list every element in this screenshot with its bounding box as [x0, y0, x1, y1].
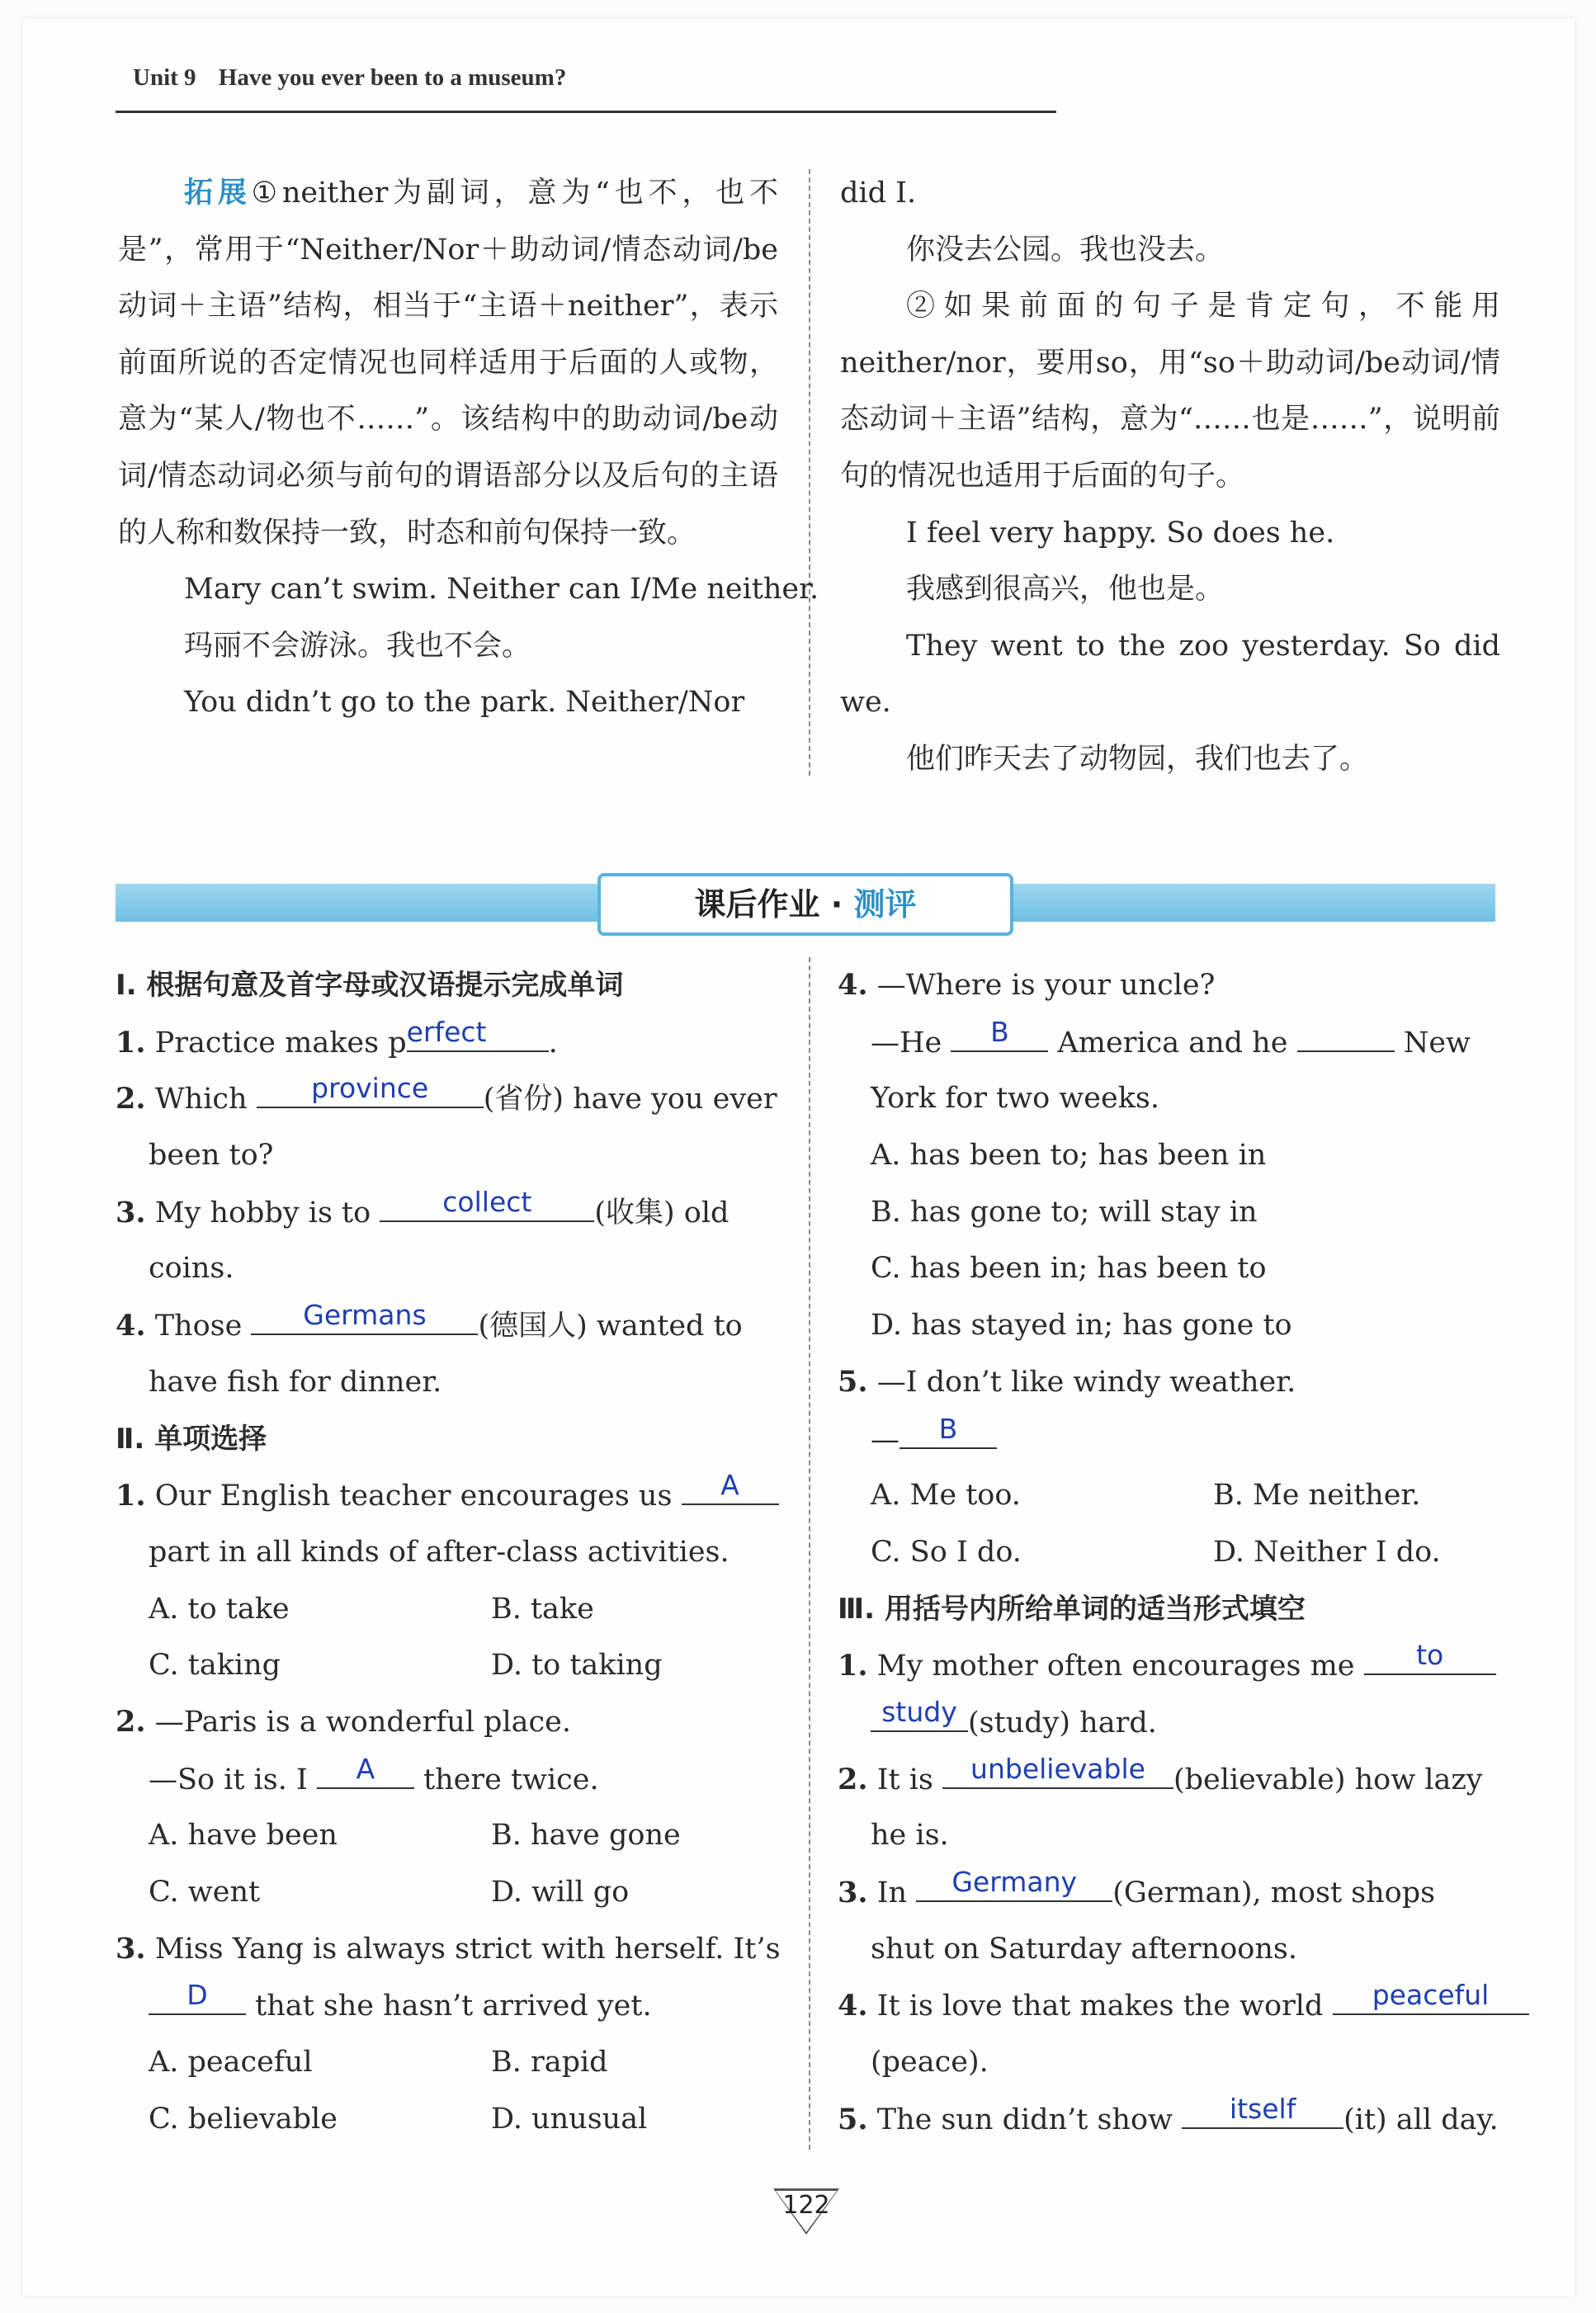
- option-c[interactable]: C. believable: [149, 2102, 338, 2136]
- s2-q5: [838, 1354, 1498, 1411]
- s2-q4-cont: York for two weeks.: [871, 1082, 1159, 1116]
- question-text: —I don’t like windy weather.: [876, 1365, 1296, 1399]
- answer-blank[interactable]: [317, 1751, 414, 1789]
- s2-q1: [116, 1467, 776, 1524]
- handwritten-answer: B: [938, 1412, 958, 1445]
- example-3-zh: 我感到很高兴，他也是。: [906, 573, 1225, 607]
- question-text: —So it is. I: [149, 1763, 308, 1796]
- s2-q4-option-c[interactable]: C. has been in; has been to: [871, 1252, 1267, 1286]
- s3-q3: [838, 1864, 1498, 1921]
- s2-q3: [116, 1921, 781, 1978]
- question-text: It is love that makes the world: [876, 1990, 1324, 2023]
- s3-q1: [838, 1637, 1498, 1694]
- question-text: there twice.: [423, 1763, 599, 1796]
- question-text: —: [871, 1423, 900, 1456]
- s1-q1: [116, 1014, 776, 1071]
- answer-blank[interactable]: [942, 1751, 1173, 1789]
- question-text: My hobby is to: [154, 1196, 371, 1230]
- option-d[interactable]: D. Neither I do.: [1213, 1535, 1441, 1569]
- s2-q1-options-ab: [116, 1581, 776, 1638]
- example-2-en-part2: did I.: [840, 177, 917, 210]
- s3-q2: [838, 1751, 1498, 1808]
- s1-q3: [116, 1184, 776, 1241]
- question-text: The sun didn’t show: [876, 2103, 1173, 2136]
- question-text: —He: [871, 1026, 942, 1060]
- handwritten-answer: A: [720, 1469, 739, 1502]
- question-text: Miss Yang is always strict with herself. It’s: [154, 1932, 781, 1966]
- s2-q1-cont: part in all kinds of after-class activities.: [149, 1535, 730, 1569]
- answer-blank[interactable]: [682, 1467, 779, 1505]
- header-rule: [116, 111, 1056, 113]
- s2-q5-options-cd: [838, 1524, 1498, 1581]
- s1-q4-cont: have fish for dinner.: [149, 1365, 442, 1399]
- question-number: 4.: [116, 1309, 146, 1343]
- handwritten-answer: erfect: [406, 1015, 487, 1048]
- answer-blank-empty[interactable]: [1297, 1014, 1395, 1052]
- s1-q2: [116, 1070, 776, 1127]
- handwritten-answer: peaceful: [1372, 1979, 1490, 2012]
- example-1-zh: 玛丽不会游泳。我也不会。: [184, 629, 531, 663]
- s2-q1-options-cd: [116, 1637, 776, 1694]
- s3-q4: [838, 1977, 1498, 2034]
- question-text: Which: [154, 1083, 248, 1116]
- question-text: (省份) have you ever: [483, 1083, 777, 1116]
- section-2-title: Ⅱ. 单项选择: [116, 1422, 267, 1456]
- banner-title-text: 课后作业: [694, 886, 820, 923]
- option-a[interactable]: A. Me too.: [871, 1479, 1021, 1513]
- handwritten-answer: Germany: [951, 1866, 1078, 1898]
- question-text: —Paris is a wonderful place.: [154, 1705, 571, 1739]
- question-text: (study) hard.: [968, 1706, 1157, 1739]
- answer-blank[interactable]: [1182, 2091, 1343, 2129]
- answer-blank[interactable]: [900, 1411, 997, 1449]
- question-text: America and he: [1057, 1026, 1288, 1060]
- s3-q5: [838, 2091, 1498, 2148]
- question-text: Practice makes p: [154, 1026, 407, 1060]
- option-d[interactable]: D. to taking: [491, 1649, 663, 1683]
- question-text: New: [1403, 1026, 1471, 1060]
- rule-2-paragraph: ②如果前面的句子是肯定句，不能用neither/nor，要用so，用“so＋助动词/be动词/情态动词＋主语”结构，意为“……也是……”，说明前句的情况也适用于后面的句子。: [840, 290, 1500, 493]
- answer-blank[interactable]: [380, 1184, 594, 1222]
- s3-q1-line2: [838, 1694, 1498, 1751]
- extension-text: ①neither为副词，意为“也不，也不是”，常用于“Neither/Nor＋助动词/情态动词/be动词＋主语”结构，相当于“主语＋neither”，表示前面所说的否定情况也同样适用于后面的人或物，意为“某人/物也不……”。该结构中的助动词/be动词/情态动词必须与前句的谓语部分以及后句的主语的人称和数保持一致，时态和前句保持一致。: [118, 177, 778, 550]
- handwritten-answer: collect: [442, 1185, 532, 1218]
- answer-blank[interactable]: [407, 1014, 549, 1052]
- banner-dot: ·: [830, 886, 843, 923]
- question-number: 1.: [838, 1649, 868, 1683]
- answer-blank[interactable]: [1364, 1637, 1496, 1675]
- s2-q2: [116, 1694, 776, 1751]
- s3-q4-cont: (peace).: [871, 2046, 989, 2079]
- question-text: It is: [876, 1763, 933, 1796]
- s1-q4: [116, 1297, 776, 1354]
- s2-q3-options-ab: [116, 2034, 776, 2091]
- question-number: 2.: [838, 1762, 868, 1796]
- page-number: 122: [782, 2191, 830, 2220]
- example-4-zh: 他们昨天去了动物园，我们也去了。: [906, 742, 1369, 776]
- homework-right-column: [838, 957, 1498, 2147]
- option-a[interactable]: A. have been: [149, 1819, 338, 1853]
- handwritten-answer: B: [990, 1015, 1009, 1048]
- question-text: (德国人) wanted to: [478, 1310, 743, 1343]
- question-text: Our English teacher encourages us: [154, 1480, 673, 1513]
- unit-title: Have you ever been to a museum?: [218, 64, 567, 91]
- column-divider-top: [809, 169, 810, 776]
- question-number: 3.: [116, 1931, 146, 1966]
- question-text: Those: [154, 1310, 243, 1343]
- question-text: .: [548, 1026, 558, 1060]
- s2-q4-option-a[interactable]: A. has been to; has been in: [871, 1139, 1267, 1173]
- option-d[interactable]: D. unusual: [491, 2102, 648, 2136]
- option-b[interactable]: B. rapid: [491, 2046, 608, 2079]
- s1-q2-cont: been to?: [149, 1139, 274, 1173]
- extension-notes-left: [118, 165, 819, 731]
- answer-blank[interactable]: [871, 1694, 968, 1732]
- question-number: 2.: [116, 1082, 146, 1116]
- answer-blank[interactable]: [951, 1014, 1048, 1052]
- s2-q5-options-ab: [838, 1467, 1498, 1524]
- section-1-title: Ⅰ. 根据句意及首字母或汉语提示完成单词: [116, 969, 624, 1002]
- question-number: 2.: [116, 1704, 146, 1739]
- s2-q4: [838, 957, 1498, 1014]
- handwritten-answer: unbelievable: [970, 1752, 1145, 1785]
- section-3-title: Ⅲ. 用括号内所给单词的适当形式填空: [838, 1592, 1306, 1626]
- option-b[interactable]: B. Me neither.: [1213, 1479, 1421, 1513]
- extension-label: 拓展: [184, 177, 252, 210]
- question-number: 3.: [116, 1195, 146, 1230]
- question-text: In: [876, 1876, 908, 1909]
- example-2-zh: 你没去公园。我也没去。: [906, 233, 1225, 267]
- handwritten-answer: itself: [1229, 2092, 1296, 2125]
- question-text: (believable) how lazy: [1173, 1763, 1483, 1796]
- question-number: 3.: [838, 1876, 868, 1909]
- question-text: (收集) old: [594, 1196, 730, 1230]
- question-number: 5.: [838, 1364, 868, 1399]
- question-text: My mother often encourages me: [876, 1650, 1355, 1683]
- extension-paragraph: [118, 165, 778, 561]
- example-3-en: I feel very happy. So does he.: [906, 516, 1335, 550]
- option-d[interactable]: D. will go: [491, 1876, 630, 1909]
- option-a[interactable]: A. to take: [149, 1592, 290, 1626]
- question-number: 5.: [838, 2102, 868, 2136]
- s2-q4-line2: [838, 1014, 1498, 1071]
- option-a[interactable]: A. peaceful: [149, 2046, 313, 2079]
- handwritten-answer: Germans: [303, 1299, 427, 1332]
- question-number: 4.: [838, 1989, 868, 2023]
- section-banner-title: [597, 873, 1013, 936]
- s2-q4-option-b[interactable]: B. has gone to; will stay in: [871, 1195, 1258, 1229]
- s2-q4-option-d[interactable]: D. has stayed in; has gone to: [871, 1309, 1292, 1343]
- handwritten-answer: to: [1416, 1639, 1444, 1672]
- answer-blank[interactable]: [149, 1977, 246, 2015]
- question-number: 1.: [116, 1479, 146, 1513]
- question-text: —Where is your uncle?: [876, 969, 1216, 1002]
- homework-left-column: [116, 957, 781, 2147]
- question-number: 1.: [116, 1025, 146, 1060]
- page-header: [133, 64, 566, 92]
- option-b[interactable]: B. take: [491, 1592, 594, 1626]
- answer-blank[interactable]: [257, 1070, 484, 1108]
- question-text: (it) all day.: [1343, 2103, 1499, 2136]
- s3-q2-cont: he is.: [871, 1819, 949, 1853]
- option-c[interactable]: C. went: [149, 1876, 261, 1909]
- handwritten-answer: study: [881, 1695, 957, 1728]
- example-1-en: Mary can’t swim. Neither can I/Me neither.: [184, 573, 819, 607]
- option-b[interactable]: B. have gone: [491, 1819, 681, 1853]
- s2-q2-options-ab: [116, 1807, 776, 1864]
- banner-accent-text: 测评: [853, 886, 917, 923]
- answer-blank[interactable]: [251, 1297, 478, 1335]
- answer-blank[interactable]: [916, 1864, 1112, 1902]
- column-divider-bottom: [809, 957, 810, 2150]
- question-text: (German), most shops: [1112, 1876, 1436, 1909]
- unit-label: Unit 9: [133, 64, 196, 91]
- s2-q3-options-cd: [116, 2091, 776, 2148]
- handwritten-answer: A: [356, 1752, 375, 1785]
- extension-notes-right: [840, 165, 1500, 788]
- question-number: 4.: [838, 968, 868, 1002]
- option-c[interactable]: C. So I do.: [871, 1535, 1022, 1569]
- option-c[interactable]: C. taking: [149, 1649, 281, 1683]
- example-2-en-part1: You didn’t go to the park. Neither/Nor: [184, 686, 745, 720]
- s2-q5-line2: [838, 1411, 1498, 1468]
- handwritten-answer: D: [187, 1979, 208, 2012]
- s2-q2-line2: [116, 1751, 776, 1808]
- s2-q2-options-cd: [116, 1864, 776, 1921]
- handwritten-answer: province: [311, 1072, 429, 1105]
- s1-q3-cont: coins.: [149, 1252, 234, 1286]
- answer-blank[interactable]: [1333, 1977, 1529, 2015]
- s2-q3-line2: [116, 1977, 776, 2034]
- question-text: that she hasn’t arrived yet.: [255, 1990, 652, 2023]
- s3-q3-cont: shut on Saturday afternoons.: [871, 1932, 1297, 1966]
- example-4-en: They went to the zoo yesterday. So did we.: [840, 629, 1500, 720]
